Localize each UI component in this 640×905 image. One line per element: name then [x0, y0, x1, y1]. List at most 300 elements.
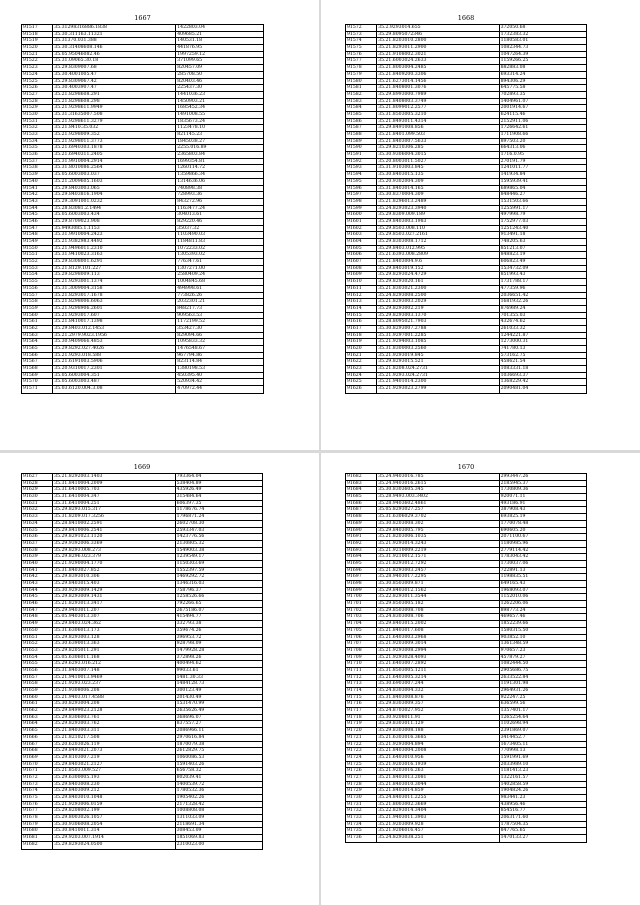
row-number-cell: 91517: [22, 25, 53, 31]
code-cell: 35.28.9403017.2295: [377, 574, 499, 580]
row-number-cell: 91643: [22, 581, 53, 587]
row-number-cell: 91670: [22, 762, 53, 768]
value-cell: 820403.46: [177, 78, 203, 84]
code-cell: 35.24.9403016.2615: [377, 481, 499, 487]
value-cell: 851993.43: [500, 272, 526, 278]
table-row: [346, 594, 586, 601]
code-cell: 35.30.31408608.146: [53, 45, 176, 51]
code-cell: 35.21.8292003.1403: [53, 474, 175, 480]
table-row: [22, 99, 263, 106]
row-number-cell: 91654: [22, 655, 53, 661]
code-cell: 35.24.8403011.2255: [377, 795, 499, 801]
table-row: [346, 125, 586, 132]
row-number-cell: 91726: [346, 768, 377, 774]
code-cell: 35.31.8403007.148: [53, 668, 175, 674]
table-row: [22, 186, 263, 193]
code-cell: 35.21.8099012.2577: [377, 105, 499, 111]
row-number-cell: 91556: [22, 286, 53, 292]
row-number-cell: 91561: [22, 319, 53, 325]
value-cell: 1699354.81: [177, 158, 205, 164]
code-cell: 35.28.83081.2.1494: [53, 206, 176, 212]
value-cell: 1552397.59: [176, 567, 205, 573]
row-number-cell: 91585: [346, 112, 377, 118]
row-number-cell: 91594: [346, 172, 377, 178]
row-number-cell: 91531: [22, 119, 53, 125]
table-row: [22, 333, 263, 340]
table-row: [22, 319, 263, 326]
row-number-cell: 91689: [346, 521, 377, 527]
table-row: [22, 346, 263, 353]
table-row: [22, 782, 262, 789]
code-cell: 35.24.8293023.3940: [377, 206, 499, 212]
table-row: [22, 822, 262, 829]
table-row: [346, 58, 586, 65]
row-number-cell: 91722: [346, 742, 377, 748]
code-cell: 35.21.8403013.2081: [377, 775, 499, 781]
row-number-cell: 91700: [346, 594, 377, 600]
row-number-cell: 91530: [22, 112, 53, 118]
row-number-cell: 91596: [346, 186, 377, 192]
table-row: [346, 199, 586, 206]
code-cell: 35.29.8095072346: [377, 32, 499, 38]
row-number-cell: 91734: [346, 822, 377, 828]
table-row: [346, 286, 586, 293]
value-cell: 1402858.59: [500, 781, 529, 787]
value-cell: 2185945.37: [500, 480, 529, 486]
value-cell: 1008808.08: [176, 808, 205, 814]
value-cell: 99033.61: [176, 667, 199, 673]
table-row: [346, 742, 586, 749]
value-cell: 308453.09: [176, 828, 202, 834]
value-cell: 820457.09: [177, 65, 203, 71]
table-row: [22, 353, 263, 360]
code-cell: 35.21.8403014.859: [377, 788, 499, 794]
value-cell: 1591991.69: [500, 754, 529, 760]
table-row: [22, 206, 263, 213]
code-cell: 35.31.3009004.3158: [53, 286, 176, 292]
value-cell: 1422803.04: [177, 25, 205, 30]
table-row: [346, 152, 586, 159]
row-number-cell: 91565: [22, 346, 53, 352]
value-cell: 304013.61: [177, 212, 203, 218]
code-cell: 35.21.9298611.9949: [53, 105, 176, 111]
row-number-cell: 91696: [346, 568, 377, 574]
table-row: [22, 842, 262, 849]
code-cell: 35.29.8709023.908: [53, 219, 176, 225]
table-row: [22, 299, 263, 306]
row-number-cell: 91725: [346, 762, 377, 768]
value-cell: 636599.56: [500, 701, 526, 707]
code-cell: 35.29.8293009.1431: [53, 594, 175, 600]
row-number-cell: 91688: [346, 514, 377, 520]
row-number-cell: 91723: [346, 748, 377, 754]
value-cell: 1595939.41: [500, 178, 529, 184]
row-number-cell: 91653: [22, 648, 53, 654]
row-number-cell: 91665: [22, 728, 53, 734]
row-number-cell: 91557: [22, 293, 53, 299]
value-cell: 1262206.06: [500, 601, 529, 607]
row-number-cell: 91524: [22, 72, 53, 78]
table-row: [346, 72, 586, 79]
code-cell: 35.21.8293017.1678: [53, 293, 176, 299]
table-row: [346, 92, 586, 99]
code-cell: 35.21.8403003.311: [53, 728, 175, 734]
table-row: [346, 681, 586, 688]
row-number-cell: 91719: [346, 721, 377, 727]
value-cell: 225437.30: [177, 85, 203, 91]
value-cell: 441876.95: [177, 45, 203, 51]
row-number-cell: 91575: [346, 45, 377, 51]
code-cell: 35.29.8293.015.317: [53, 507, 175, 513]
row-number-cell: 91646: [22, 601, 53, 607]
table-row: [346, 165, 586, 172]
table-row: [346, 65, 586, 72]
table-row: [346, 808, 586, 815]
value-cell: 1441036.23: [177, 91, 205, 97]
row-number-cell: 91617: [346, 326, 377, 332]
value-cell: 1400539.72: [176, 781, 205, 787]
row-number-cell: 91599: [346, 206, 377, 212]
row-number-cell: 91674: [22, 788, 53, 794]
table-row: [22, 386, 263, 393]
code-cell: 35.24.9403016.785: [377, 474, 499, 480]
row-number-cell: 91549: [22, 239, 53, 245]
row-number-cell: 91624: [346, 373, 377, 379]
row-number-cell: 91705: [346, 628, 377, 634]
row-number-cell: 91570: [22, 379, 53, 385]
row-number-cell: 91626: [346, 386, 377, 393]
row-number-cell: 91535: [22, 145, 53, 151]
value-cell: 141934.84: [500, 172, 526, 178]
row-number-cell: 91681: [22, 835, 53, 841]
value-cell: 1368229.42: [500, 379, 529, 385]
code-cell: 35.21.8210217.508: [53, 735, 175, 741]
value-cell: 450395.40: [177, 372, 203, 378]
row-number-cell: 91518: [22, 32, 53, 38]
code-cell: 35.29.8403003.065: [53, 186, 176, 192]
value-cell: 1180583.01: [500, 38, 529, 44]
code-cell: 35.31.8503005.3210: [377, 112, 499, 118]
table-row: [22, 655, 262, 662]
row-number-cell: 91679: [22, 822, 53, 828]
code-cell: 35.21.6403010.956: [377, 755, 499, 761]
table-row: [22, 38, 263, 45]
code-cell: 35.21.9308006.208: [53, 688, 175, 694]
code-cell: 35.29.9392006.3369: [53, 541, 175, 547]
code-cell: 35.29.8298009.113: [53, 272, 176, 278]
table-row: [346, 755, 586, 762]
value-cell: 802039.41: [176, 774, 202, 780]
table-row: [22, 574, 262, 581]
table-row: [22, 648, 262, 655]
table-row: [22, 762, 262, 769]
code-cell: 35.31.9910004.2423: [53, 232, 176, 238]
code-cell: 35.21.9293017.607: [53, 313, 176, 319]
row-number-cell: 91636: [22, 534, 53, 540]
table-row: [346, 373, 586, 380]
code-cell: 35.30.8203008.302: [377, 521, 499, 527]
table-row: [22, 159, 263, 166]
table-row: [346, 239, 586, 246]
row-number-cell: 91540: [22, 179, 53, 185]
value-cell: 2365803.84: [177, 152, 205, 158]
row-number-cell: 91634: [22, 521, 53, 527]
value-cell: 876989.24: [500, 305, 526, 311]
table-row: [346, 386, 586, 393]
table-row: [346, 721, 586, 728]
table-row: [346, 635, 586, 642]
row-number-cell: 91593: [346, 165, 377, 171]
table-row: [22, 621, 262, 628]
table-row: [346, 79, 586, 86]
code-cell: 35.30.9306008.2054: [53, 822, 175, 828]
table-row: [22, 313, 263, 320]
row-number-cell: 91526: [22, 85, 53, 91]
table-row: [22, 172, 263, 179]
value-cell: 1198835.51: [500, 574, 529, 580]
code-cell: 35.21.8408003.3749: [377, 99, 499, 105]
code-cell: 35.29.8503005.182: [377, 601, 499, 607]
code-cell: 35.21.9298611.3279: [53, 119, 176, 125]
row-number-cell: 91640: [22, 561, 53, 567]
table-row: [22, 494, 262, 501]
code-cell: 35.31.8403027.852: [53, 568, 175, 574]
code-cell: 35.31.8403008.876: [377, 695, 499, 701]
row-number-cell: 91710: [346, 661, 377, 667]
row-number-cell: 91581: [346, 85, 377, 91]
code-cell: 35.28.9493.003.3402: [377, 494, 499, 500]
table-row: [22, 379, 263, 386]
value-cell: 1314636.06: [177, 178, 205, 184]
value-cell: 909563.53: [177, 312, 203, 318]
row-number-cell: 91579: [346, 72, 377, 78]
value-cell: 435926.49: [176, 487, 202, 493]
value-cell: 701355.03: [500, 312, 526, 318]
value-cell: 1083331.18: [500, 366, 529, 372]
row-number-cell: 91718: [346, 715, 377, 721]
code-cell: 35.21.8403017.608: [377, 628, 499, 634]
value-cell: 1968093.07: [500, 587, 529, 593]
code-cell: 35.30.8370004.309: [377, 192, 499, 198]
row-number-cell: 91649: [22, 621, 53, 627]
row-number-cell: 91706: [346, 635, 377, 641]
table-row: [346, 119, 586, 126]
row-number-cell: 91645: [22, 594, 53, 600]
value-cell: 2612829.75: [176, 748, 205, 754]
value-cell: 1241011.77: [500, 165, 529, 171]
table-row: [22, 219, 263, 226]
code-cell: 35.21.9293.024.2731: [377, 373, 499, 379]
value-cell: 1835673.24: [177, 118, 205, 124]
code-cell: 35.29.8403010.1048: [53, 795, 175, 801]
value-cell: 793364.04: [176, 474, 202, 479]
table-row: [346, 668, 586, 675]
row-number-cell: 91572: [346, 25, 377, 31]
code-cell: 35.29.8403015.403: [53, 581, 175, 587]
row-number-cell: 91693: [346, 548, 377, 554]
code-cell: 35.29.8208002.199: [53, 808, 175, 814]
row-number-cell: 91709: [346, 655, 377, 661]
code-cell: 35.31.31635007.508: [53, 112, 176, 118]
value-cell: 1163477.24: [177, 205, 205, 211]
code-cell: 35.21.2009605.1603: [53, 179, 176, 185]
table-row: [22, 487, 262, 494]
code-cell: 35.05.6003004.351: [53, 373, 176, 379]
table-row: [22, 507, 262, 514]
value-cell: 1380198.53: [177, 366, 205, 372]
row-number-cell: 91525: [22, 79, 53, 85]
code-cell: 35.21.8293013.3417: [53, 601, 175, 607]
code-cell: 35.29.8293024.0500: [53, 842, 175, 849]
value-cell: 387908.43: [500, 507, 526, 513]
row-number-cell: 91527: [22, 92, 53, 98]
code-cell: 35.31.6306013.173: [53, 628, 175, 634]
table-row: [22, 481, 262, 488]
table-row: [22, 32, 263, 39]
table-row: [22, 232, 263, 239]
code-cell: 35.21.9298009.352: [53, 132, 176, 138]
row-number-cell: 91532: [22, 125, 53, 131]
row-number-cell: 91554: [22, 272, 53, 278]
code-cell: 35.30.6903007.244: [377, 681, 499, 687]
value-cell: 2032301.21: [177, 299, 205, 305]
code-cell: 35.29.8410006.2541: [53, 528, 175, 534]
code-cell: 35.2.9293014.655: [377, 25, 499, 31]
value-cell: 1476548.67: [177, 346, 205, 351]
row-number-cell: 91610: [346, 279, 377, 285]
value-cell: 740898.38: [177, 185, 203, 191]
code-cell: 35.21.6403003.2968: [377, 635, 499, 641]
row-number-cell: 91699: [346, 588, 377, 594]
row-number-cell: 91580: [346, 79, 377, 85]
value-cell: 1103490.03: [177, 232, 205, 238]
table-row: [22, 668, 262, 675]
code-cell: 35.29.8403009.212: [53, 788, 175, 794]
code-cell: 35.21.9293008.2994: [377, 648, 499, 654]
table-row: [22, 252, 263, 259]
value-cell: 1845038.27: [177, 138, 205, 144]
code-cell: 35.21.8493011.4314: [377, 119, 499, 125]
value-cell: 315484.64: [176, 494, 202, 500]
code-cell: 35.30.8503009.871: [377, 581, 499, 587]
value-cell: 2391869.07: [500, 728, 529, 734]
value-cell: 2063171.60: [500, 815, 529, 821]
table-row: [22, 279, 263, 286]
code-cell: 35.29.8403.012.995: [377, 246, 499, 252]
value-cell: 1730037.06: [500, 560, 529, 566]
code-cell: 35.29.8306003.761: [53, 715, 175, 721]
table-row: [346, 246, 586, 253]
code-cell: 35.29.9203.007.1914: [53, 835, 175, 841]
row-number-cell: 91551: [22, 252, 53, 258]
table-row: [22, 568, 262, 575]
code-cell: 35.20.9310017.2301: [53, 366, 176, 372]
table-row: [346, 179, 586, 186]
table-row: [22, 601, 262, 608]
code-cell: 35.05.9403013.307: [53, 614, 175, 620]
value-cell: 741780.13: [500, 346, 526, 351]
row-number-cell: 91543: [22, 199, 53, 205]
row-number-cell: 91682: [22, 842, 53, 849]
row-number-cell: 91552: [22, 259, 53, 265]
value-cell: 2036651.42: [500, 292, 529, 298]
value-cell: 829220.46: [177, 218, 203, 224]
code-cell: 35.29.9403011.207: [53, 608, 175, 614]
code-cell: 35.29.8308001.6291: [53, 259, 176, 265]
value-cell: 2130805.32: [176, 540, 205, 546]
value-cell: 1904824.26: [500, 788, 529, 794]
code-cell: 35.05.95046082.46: [53, 52, 176, 58]
code-cell: 35.29.8993000.7989: [377, 92, 499, 98]
row-number-cell: 91555: [22, 279, 53, 285]
row-number-cell: 91547: [22, 226, 53, 232]
code-cell: 35.21.8293003.2457: [377, 568, 499, 574]
table-row: [346, 588, 586, 595]
code-cell: 35.31.6410005.703: [53, 487, 175, 493]
value-cell: 1244221.87: [500, 332, 529, 338]
table-row: [346, 319, 586, 326]
code-cell: 35.29.8291023.1120: [53, 534, 175, 540]
table-row: [22, 52, 263, 59]
value-cell: 2633522.84: [500, 674, 529, 680]
value-cell: 1479928.28: [176, 647, 205, 653]
row-number-cell: 91612: [346, 293, 377, 299]
value-cell: 1580315.50: [500, 627, 529, 633]
value-cell: 645775.58: [500, 85, 526, 91]
table-row: [22, 326, 263, 333]
code-cell: 35.20.8003011.5027: [377, 159, 499, 165]
table-row: [22, 808, 262, 815]
code-cell: 35.21.9203009.3014: [377, 641, 499, 647]
row-number-cell: 91685: [346, 494, 377, 500]
row-number-cell: 91533: [22, 132, 53, 138]
table-row: [346, 554, 586, 561]
code-cell: 35.31.09065.30.18: [53, 58, 176, 64]
table-row: [346, 212, 586, 219]
code-cell: 35.29.8296.023.379: [53, 554, 175, 560]
table-row: [346, 648, 586, 655]
value-cell: 690605.20: [500, 527, 526, 533]
table-row: [346, 574, 586, 581]
code-cell: 35.29.8293003.128: [53, 635, 175, 641]
code-cell: 35.29.8303011.129: [377, 721, 499, 727]
code-cell: 35.31.6410004.347: [53, 494, 175, 500]
code-cell: 35.21.9293.023.237: [53, 681, 175, 687]
row-number-cell: 91589: [346, 139, 377, 145]
code-cell: 35.28.9403602.4861: [377, 501, 499, 507]
code-cell: 35.21.8503.009.527: [53, 768, 175, 774]
value-cell: 2993447.26: [500, 474, 529, 479]
row-number-cell: 91522: [22, 58, 53, 64]
table-row: [346, 768, 586, 775]
data-table: [21, 473, 263, 850]
code-cell: 35.20.9302004.309: [377, 179, 499, 185]
value-cell: 2152911.06: [500, 118, 529, 124]
table-row: [22, 339, 263, 346]
row-number-cell: 91588: [346, 132, 377, 138]
table-row: [22, 534, 262, 541]
table-row: [22, 272, 263, 279]
table-row: [22, 721, 262, 728]
value-cell: 1534732.09: [500, 265, 529, 271]
value-cell: 1181413.23: [500, 768, 529, 774]
value-cell: 898773.24: [500, 607, 526, 613]
code-cell: 35.31.8403014.165: [377, 186, 499, 192]
value-cell: 1265254.64: [500, 714, 529, 720]
data-table: [345, 473, 587, 843]
code-cell: 35.21.9206016.457: [377, 828, 499, 834]
row-number-cell: 91702: [346, 608, 377, 614]
